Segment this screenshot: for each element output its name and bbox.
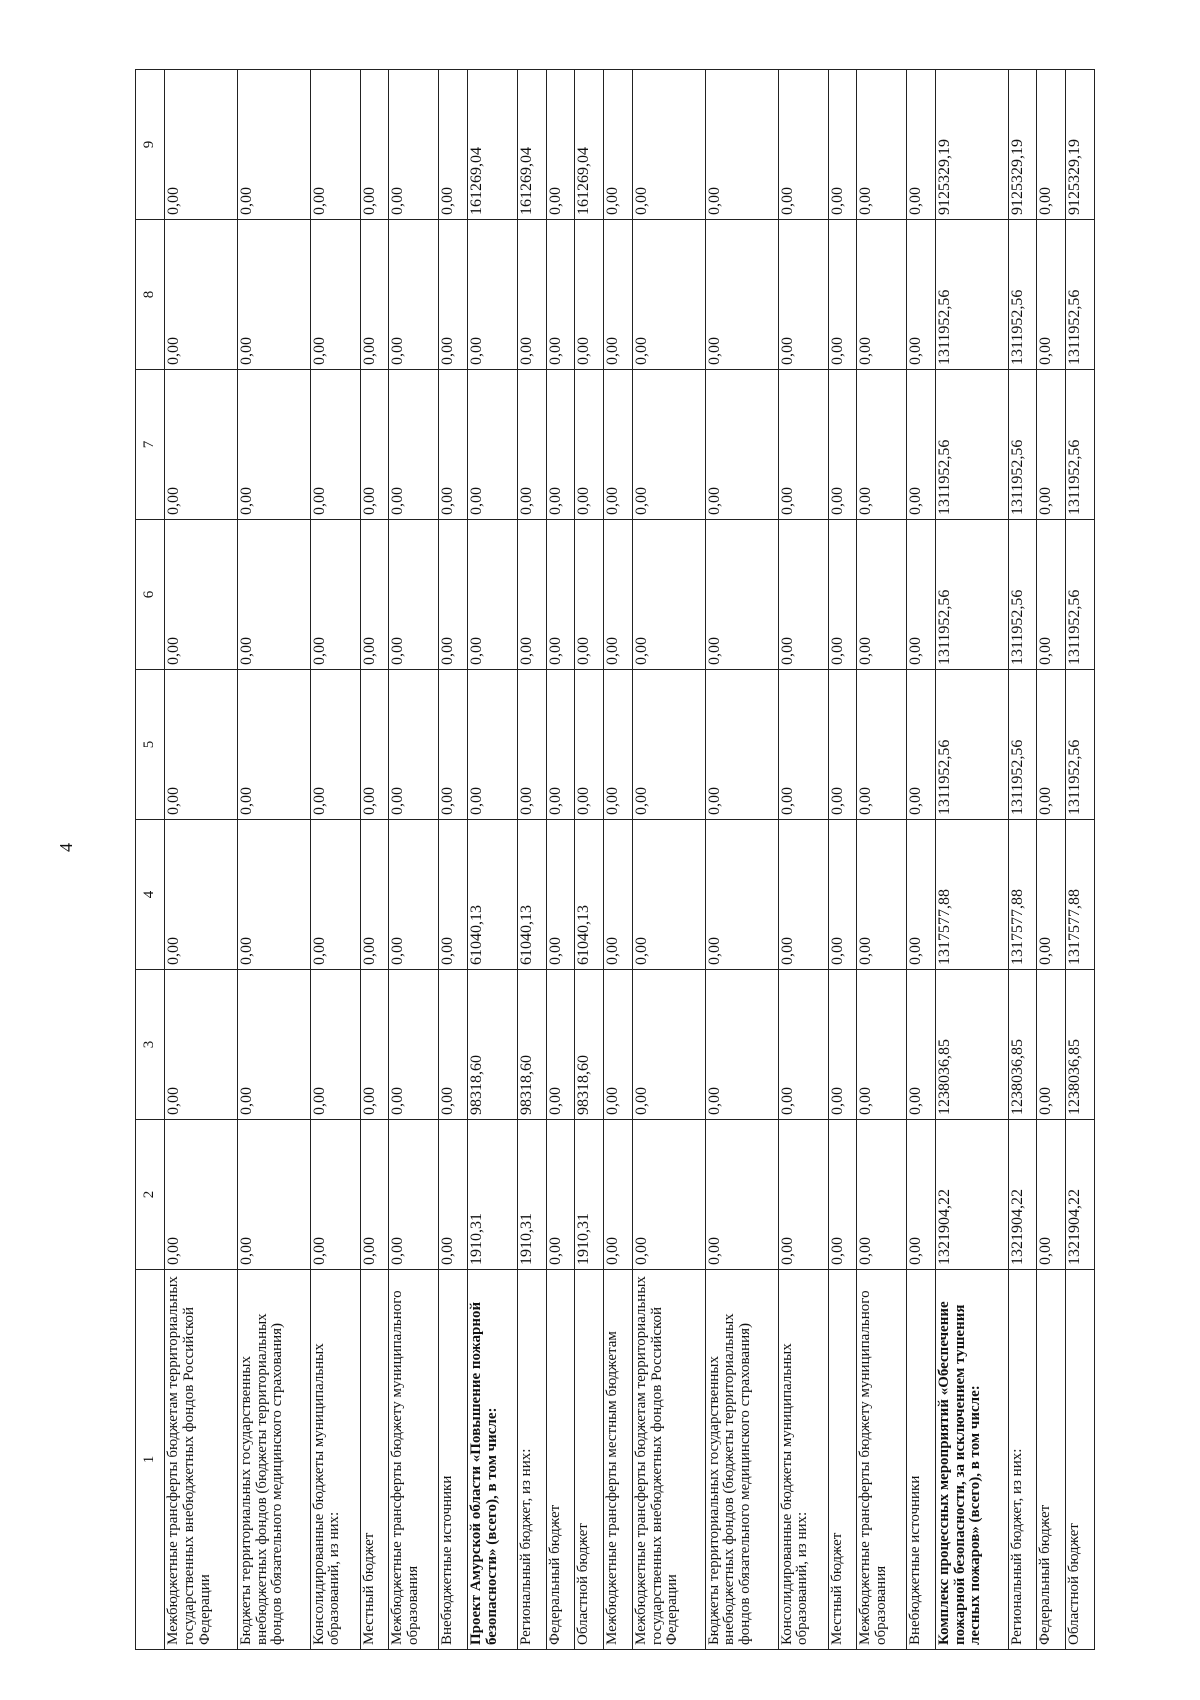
column-header: 5 — [136, 670, 165, 820]
value-cell: 0,00 — [604, 970, 633, 1120]
value-cell: 0,00 — [1037, 670, 1066, 820]
value-cell: 0,00 — [310, 70, 360, 220]
value-cell: 0,00 — [439, 370, 468, 520]
value-cell: 0,00 — [165, 670, 238, 820]
value-cell: 0,00 — [546, 220, 575, 370]
value-cell: 0,00 — [632, 370, 705, 520]
row-label: Местный бюджет — [360, 1270, 389, 1650]
value-cell: 0,00 — [1037, 820, 1066, 970]
value-cell: 1311952,56 — [935, 520, 1008, 670]
value-cell: 0,00 — [632, 1120, 705, 1270]
value-cell: 0,00 — [310, 220, 360, 370]
column-header: 6 — [136, 520, 165, 670]
value-cell: 0,00 — [360, 670, 389, 820]
value-cell: 161269,04 — [518, 70, 547, 220]
table-row — [237, 70, 310, 1650]
value-cell: 0,00 — [360, 70, 389, 220]
value-cell: 0,00 — [310, 520, 360, 670]
value-cell: 0,00 — [604, 670, 633, 820]
row-label: Бюджеты территориальных государственных внебюджетных фондов (бюджеты территориальных фондов обязательного медицинского страхования) — [705, 1270, 778, 1650]
value-cell: 0,00 — [575, 520, 604, 670]
value-cell: 0,00 — [165, 220, 238, 370]
value-cell: 0,00 — [632, 970, 705, 1120]
column-header: 1 — [136, 1270, 165, 1650]
column-header: 2 — [136, 1120, 165, 1270]
table-row — [828, 70, 857, 1650]
value-cell: 0,00 — [632, 820, 705, 970]
value-cell: 9125329,19 — [1008, 70, 1037, 220]
value-cell: 0,00 — [389, 670, 439, 820]
row-label: Бюджеты территориальных государственных внебюджетных фондов (бюджеты территориальных фондов обязательного медицинского страхования) — [237, 1270, 310, 1650]
table-row — [632, 70, 705, 1650]
value-cell: 0,00 — [857, 70, 907, 220]
value-cell: 0,00 — [360, 220, 389, 370]
value-cell: 0,00 — [546, 820, 575, 970]
value-cell: 0,00 — [907, 1120, 936, 1270]
value-cell: 0,00 — [632, 670, 705, 820]
row-label: Консолидированные бюджеты муниципальных образований, из них: — [310, 1270, 360, 1650]
header-row — [136, 70, 165, 1650]
value-cell: 0,00 — [907, 70, 936, 220]
value-cell: 1317577,88 — [1066, 820, 1095, 970]
value-cell: 0,00 — [778, 820, 828, 970]
value-cell: 0,00 — [778, 370, 828, 520]
value-cell: 0,00 — [439, 220, 468, 370]
value-cell: 0,00 — [360, 1120, 389, 1270]
value-cell: 0,00 — [360, 520, 389, 670]
value-cell: 0,00 — [778, 70, 828, 220]
value-cell: 1311952,56 — [935, 670, 1008, 820]
value-cell: 0,00 — [237, 1120, 310, 1270]
value-cell: 9125329,19 — [935, 70, 1008, 220]
table-row — [935, 70, 1008, 1650]
table-row — [907, 70, 936, 1650]
budget-table — [135, 69, 1095, 1650]
value-cell: 0,00 — [360, 820, 389, 970]
value-cell: 0,00 — [468, 220, 518, 370]
value-cell: 0,00 — [857, 1120, 907, 1270]
value-cell: 0,00 — [857, 820, 907, 970]
value-cell: 0,00 — [546, 70, 575, 220]
column-header: 3 — [136, 970, 165, 1120]
row-label: Федеральный бюджет — [546, 1270, 575, 1650]
value-cell: 1311952,56 — [1008, 370, 1037, 520]
value-cell: 0,00 — [604, 820, 633, 970]
value-cell: 0,00 — [1037, 1120, 1066, 1270]
value-cell: 0,00 — [518, 670, 547, 820]
value-cell: 0,00 — [828, 970, 857, 1120]
value-cell: 0,00 — [546, 670, 575, 820]
value-cell: 0,00 — [705, 370, 778, 520]
table-row — [575, 70, 604, 1650]
table-row — [1008, 70, 1037, 1650]
value-cell: 1311952,56 — [1066, 670, 1095, 820]
value-cell: 1311952,56 — [1066, 220, 1095, 370]
value-cell: 61040,13 — [518, 820, 547, 970]
value-cell: 0,00 — [857, 370, 907, 520]
row-label: Внебюджетные источники — [907, 1270, 936, 1650]
value-cell: 0,00 — [546, 1120, 575, 1270]
table-row — [165, 70, 238, 1650]
value-cell: 0,00 — [310, 820, 360, 970]
table-row — [310, 70, 360, 1650]
value-cell: 1317577,88 — [1008, 820, 1037, 970]
value-cell: 1311952,56 — [1008, 670, 1037, 820]
value-cell: 0,00 — [705, 220, 778, 370]
value-cell: 1238036,85 — [1066, 970, 1095, 1120]
column-header: 8 — [136, 220, 165, 370]
table-row — [468, 70, 518, 1650]
value-cell: 1311952,56 — [1008, 520, 1037, 670]
value-cell: 0,00 — [778, 520, 828, 670]
value-cell: 0,00 — [389, 970, 439, 1120]
table-row — [705, 70, 778, 1650]
table-row — [604, 70, 633, 1650]
value-cell: 1311952,56 — [935, 370, 1008, 520]
column-header: 4 — [136, 820, 165, 970]
table-body — [165, 70, 1095, 1650]
table-row — [1037, 70, 1066, 1650]
value-cell: 0,00 — [705, 670, 778, 820]
table-row — [389, 70, 439, 1650]
value-cell: 0,00 — [632, 220, 705, 370]
value-cell: 0,00 — [575, 220, 604, 370]
value-cell: 0,00 — [1037, 70, 1066, 220]
value-cell: 0,00 — [237, 820, 310, 970]
row-label: Межбюджетные трансферты бюджету муниципального образования — [857, 1270, 907, 1650]
value-cell: 0,00 — [310, 1120, 360, 1270]
value-cell: 1321904,22 — [935, 1120, 1008, 1270]
row-label: Межбюджетные трансферты бюджету муниципального образования — [389, 1270, 439, 1650]
value-cell: 1311952,56 — [935, 220, 1008, 370]
value-cell: 0,00 — [389, 1120, 439, 1270]
value-cell: 0,00 — [310, 370, 360, 520]
value-cell: 0,00 — [439, 70, 468, 220]
value-cell: 0,00 — [546, 370, 575, 520]
value-cell: 0,00 — [828, 520, 857, 670]
row-label: Межбюджетные трансферты бюджетам территориальных государственных внебюджетных фондов Российской Федерации — [632, 1270, 705, 1650]
value-cell: 0,00 — [165, 1120, 238, 1270]
value-cell: 98318,60 — [468, 970, 518, 1120]
value-cell: 0,00 — [468, 670, 518, 820]
value-cell: 0,00 — [237, 970, 310, 1120]
value-cell: 0,00 — [828, 220, 857, 370]
value-cell: 0,00 — [907, 820, 936, 970]
table-row — [1066, 70, 1095, 1650]
value-cell: 0,00 — [310, 970, 360, 1120]
value-cell: 0,00 — [165, 820, 238, 970]
value-cell: 1317577,88 — [935, 820, 1008, 970]
value-cell: 0,00 — [518, 520, 547, 670]
value-cell: 0,00 — [705, 970, 778, 1120]
value-cell: 0,00 — [237, 70, 310, 220]
value-cell: 1910,31 — [468, 1120, 518, 1270]
value-cell: 0,00 — [439, 520, 468, 670]
row-label: Федеральный бюджет — [1037, 1270, 1066, 1650]
value-cell: 0,00 — [778, 220, 828, 370]
row-label: Региональный бюджет, из них: — [1008, 1270, 1037, 1650]
value-cell: 0,00 — [360, 970, 389, 1120]
value-cell: 1311952,56 — [1066, 370, 1095, 520]
value-cell: 0,00 — [165, 520, 238, 670]
page-number: 4 — [56, 843, 76, 852]
value-cell: 0,00 — [907, 520, 936, 670]
value-cell: 0,00 — [439, 670, 468, 820]
value-cell: 0,00 — [439, 1120, 468, 1270]
value-cell: 0,00 — [705, 520, 778, 670]
table-row — [546, 70, 575, 1650]
value-cell: 0,00 — [857, 670, 907, 820]
value-cell: 1238036,85 — [1008, 970, 1037, 1120]
value-cell: 0,00 — [828, 1120, 857, 1270]
value-cell: 9125329,19 — [1066, 70, 1095, 220]
value-cell: 0,00 — [828, 70, 857, 220]
value-cell: 0,00 — [828, 820, 857, 970]
value-cell: 0,00 — [518, 220, 547, 370]
value-cell: 0,00 — [705, 1120, 778, 1270]
value-cell: 0,00 — [907, 670, 936, 820]
value-cell: 0,00 — [1037, 520, 1066, 670]
value-cell: 0,00 — [828, 370, 857, 520]
value-cell: 1321904,22 — [1066, 1120, 1095, 1270]
value-cell: 0,00 — [1037, 970, 1066, 1120]
value-cell: 0,00 — [237, 670, 310, 820]
value-cell: 0,00 — [575, 370, 604, 520]
row-label: Проект Амурской области «Повышение пожарной безопасности» (всего), в том числе: — [468, 1270, 518, 1650]
value-cell: 0,00 — [604, 220, 633, 370]
value-cell: 0,00 — [778, 970, 828, 1120]
value-cell: 1321904,22 — [1008, 1120, 1037, 1270]
value-cell: 0,00 — [705, 820, 778, 970]
value-cell: 0,00 — [237, 370, 310, 520]
value-cell: 0,00 — [389, 520, 439, 670]
value-cell: 0,00 — [439, 970, 468, 1120]
value-cell: 1311952,56 — [1066, 520, 1095, 670]
value-cell: 1238036,85 — [935, 970, 1008, 1120]
row-label: Областной бюджет — [1066, 1270, 1095, 1650]
value-cell: 0,00 — [778, 1120, 828, 1270]
rotated-table-container — [135, 70, 1135, 1650]
value-cell: 0,00 — [165, 970, 238, 1120]
column-header: 9 — [136, 70, 165, 220]
value-cell: 0,00 — [575, 670, 604, 820]
value-cell: 0,00 — [468, 520, 518, 670]
value-cell: 0,00 — [468, 370, 518, 520]
value-cell: 0,00 — [604, 1120, 633, 1270]
table-row — [518, 70, 547, 1650]
value-cell: 0,00 — [857, 520, 907, 670]
value-cell: 0,00 — [439, 820, 468, 970]
value-cell: 0,00 — [632, 520, 705, 670]
value-cell: 0,00 — [546, 520, 575, 670]
row-label: Межбюджетные трансферты местным бюджетам — [604, 1270, 633, 1650]
value-cell: 1910,31 — [575, 1120, 604, 1270]
table-row — [439, 70, 468, 1650]
value-cell: 0,00 — [389, 70, 439, 220]
value-cell: 0,00 — [632, 70, 705, 220]
value-cell: 0,00 — [907, 220, 936, 370]
table-row — [857, 70, 907, 1650]
value-cell: 0,00 — [778, 670, 828, 820]
value-cell: 161269,04 — [468, 70, 518, 220]
value-cell: 1910,31 — [518, 1120, 547, 1270]
value-cell: 0,00 — [360, 370, 389, 520]
value-cell: 0,00 — [389, 820, 439, 970]
column-header: 7 — [136, 370, 165, 520]
value-cell: 0,00 — [857, 220, 907, 370]
value-cell: 161269,04 — [575, 70, 604, 220]
value-cell: 0,00 — [857, 970, 907, 1120]
value-cell: 0,00 — [237, 220, 310, 370]
value-cell: 61040,13 — [468, 820, 518, 970]
value-cell: 0,00 — [1037, 370, 1066, 520]
row-label: Внебюджетные источники — [439, 1270, 468, 1650]
value-cell: 0,00 — [237, 520, 310, 670]
value-cell: 1311952,56 — [1008, 220, 1037, 370]
value-cell: 0,00 — [165, 70, 238, 220]
value-cell: 0,00 — [546, 970, 575, 1120]
value-cell: 0,00 — [389, 370, 439, 520]
value-cell: 61040,13 — [575, 820, 604, 970]
row-label: Межбюджетные трансферты бюджетам территориальных государственных внебюджетных фондов Российской Федерации — [165, 1270, 238, 1650]
value-cell: 0,00 — [604, 370, 633, 520]
value-cell: 0,00 — [907, 370, 936, 520]
value-cell: 0,00 — [165, 370, 238, 520]
value-cell: 0,00 — [310, 670, 360, 820]
value-cell: 0,00 — [604, 70, 633, 220]
value-cell: 0,00 — [705, 70, 778, 220]
row-label: Комплекс процессных мероприятий «Обеспечение пожарной безопасности, за исключением тушения лесных пожаров» (всего), в том числе: — [935, 1270, 1008, 1650]
row-label: Консолидированные бюджеты муниципальных образований, из них: — [778, 1270, 828, 1650]
row-label: Местный бюджет — [828, 1270, 857, 1650]
value-cell: 0,00 — [1037, 220, 1066, 370]
value-cell: 0,00 — [518, 370, 547, 520]
value-cell: 0,00 — [828, 670, 857, 820]
row-label: Региональный бюджет, из них: — [518, 1270, 547, 1650]
table-row — [778, 70, 828, 1650]
row-label: Областной бюджет — [575, 1270, 604, 1650]
value-cell: 0,00 — [907, 970, 936, 1120]
value-cell: 0,00 — [389, 220, 439, 370]
value-cell: 0,00 — [604, 520, 633, 670]
value-cell: 98318,60 — [575, 970, 604, 1120]
table-row — [360, 70, 389, 1650]
value-cell: 98318,60 — [518, 970, 547, 1120]
